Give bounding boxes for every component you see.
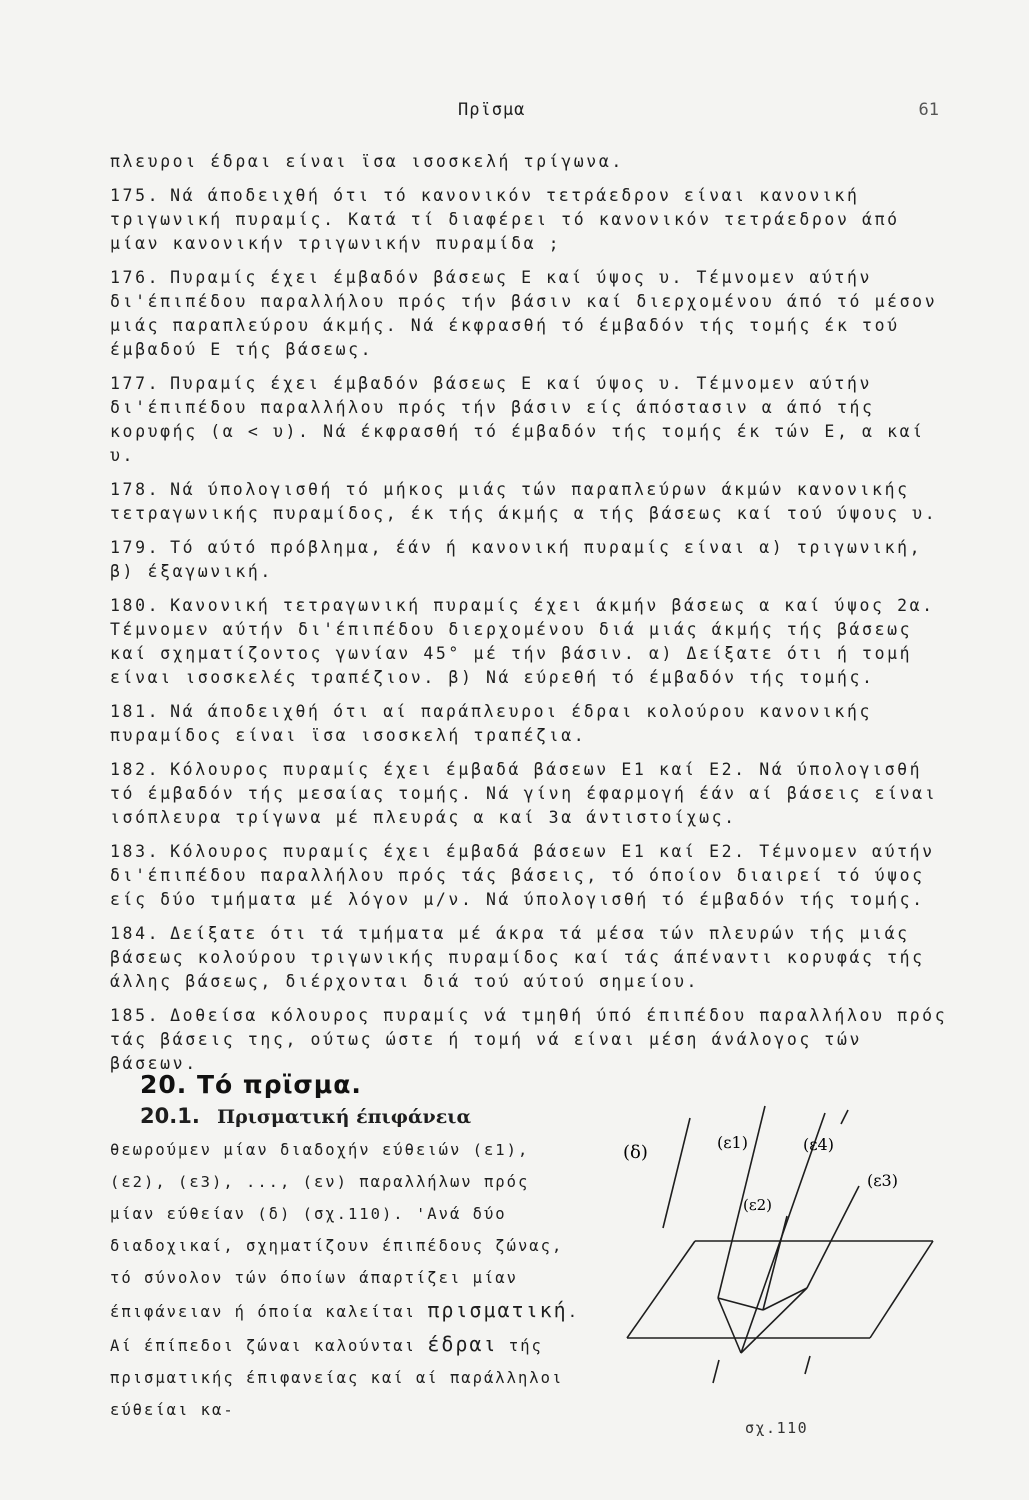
exercise-number: 176.	[110, 268, 161, 287]
subsection-number: 20.1.	[140, 1104, 200, 1128]
running-head	[0, 100, 1029, 130]
exercise-182	[110, 758, 950, 830]
exercise-text: Νά άποδειχθή ότι αί παράπλευροι έδραι κολούρου κανονικής πυραμίδος είναι ϊσα ισοσκελή τραπέζια.	[110, 702, 873, 745]
continued-line: πλευροι έδραι είναι ϊσα ισοσκελή τρίγωνα.	[110, 152, 624, 171]
exercise-181	[110, 700, 950, 748]
label-e3: (ε3)	[867, 1171, 898, 1190]
exercise-text: Πυραμίς έχει έμβαδόν βάσεως Ε καί ύψος υ. Τέμνομεν αύτήν δι'έπιπέδου παραλλήλου πρός τήν βάσιν είς άπόστασιν α άπό τής κορυφής (α < υ). Νά έκφρασθή τό έμβαδόν τής τομής έκ τών Ε, α καί υ.	[110, 374, 925, 465]
exercise-180	[110, 594, 950, 690]
exercise-176	[110, 266, 950, 362]
term-prismatic: πρισματική	[427, 1298, 568, 1322]
exercise-number: 184.	[110, 924, 161, 943]
label-e1: (ε1)	[717, 1133, 748, 1152]
exercise-number: 178.	[110, 480, 161, 499]
extension-left	[713, 1360, 719, 1383]
plane-edge-left	[627, 1241, 695, 1338]
exercise-number: 185.	[110, 1006, 161, 1025]
exercise-185	[110, 1004, 950, 1076]
exercise-179	[110, 536, 950, 584]
figure-caption: σχ.110	[745, 1419, 809, 1437]
subsection-text-2: . Αί έπίπεδοι ζώναι καλούνται	[110, 1303, 580, 1355]
exercise-number: 177.	[110, 374, 161, 393]
prismatic-surface-figure	[615, 1098, 950, 1428]
subsection-text-3: τής πρισματικής έπιφανείας καί αί παράλληλοι εύθείαι κα-	[110, 1337, 564, 1419]
exercise-184	[110, 922, 950, 994]
subsection-prismatic-surface	[110, 1100, 580, 1426]
page-number: 61	[918, 100, 939, 120]
exercise-number: 180.	[110, 596, 161, 615]
exercise-text: Δοθείσα κόλουρος πυραμίς νά τμηθή ύπό έπιπέδου παραλλήλου πρός τάς βάσεις της, ούτως ώστε ή τομή νά είναι μέση άνάλογος τών βάσεων.	[110, 1006, 948, 1073]
term-faces: έδραι	[427, 1332, 498, 1356]
label-e2: (ε2)	[743, 1196, 773, 1214]
section-edge-2	[718, 1298, 763, 1310]
section-edge-3	[763, 1288, 807, 1310]
exercise-text: Κόλουρος πυραμίς έχει έμβαδά βάσεων Ε1 καί Ε2. Νά ύπολογισθή τό έμβαδόν τής μεσαίας τομής. Νά γίνη έφαρμογή έάν αί βάσεις είναι ισόπλευρα τρίγωνα μέ πλευράς α καί 3α άντιστοίχως.	[110, 760, 938, 827]
exercise-text: Δείξατε ότι τά τμήματα μέ άκρα τά μέσα τών πλευρών τής μιάς βάσεως κολούρου τριγωνικής πυραμίδος καί τάς άπέναντι κορυφάς τής άλλης βάσεως, διέρχονται διά τού αύτού σημείου.	[110, 924, 925, 991]
exercise-text: Πυραμίς έχει έμβαδόν βάσεως Ε καί ύψος υ. Τέμνομεν αύτήν δι'έπιπέδου παραλλήλου πρός τήν βάσιν καί διερχομένου άπό τό μέσον μιάς παραπλεύρου άκμής. Νά έκφρασθή τό έμβαδόν τής τομής έκ τού έμβαδού Ε τής βάσεως.	[110, 268, 938, 359]
exercise-178	[110, 478, 950, 526]
exercise-number: 179.	[110, 538, 161, 557]
exercise-text: Κανονική τετραγωνική πυραμίς έχει άκμήν βάσεως α καί ύψος 2α. Τέμνομεν αύτήν δι'έπιπέδου διερχομένου διά μιάς άκμής τής βάσεως καί σχηματίζοντος γωνίαν 45° μέ τήν βάσιν. α) Δείξατε ότι ή τομή είναι ισοσκελές τραπέζιον. β) Νά εύρεθή τό έμβαδόν τής τομής.	[110, 596, 935, 687]
section-edge-1	[718, 1298, 741, 1353]
exercise-175	[110, 184, 950, 256]
exercise-text: Τό αύτό πρόβλημα, έάν ή κανονική πυραμίς είναι α) τριγωνική, β) έξαγωνική.	[110, 538, 923, 581]
exercise-list	[110, 150, 950, 1086]
subsection-title: Πρισματική έπιφάνεια	[217, 1106, 472, 1128]
exercise-number: 182.	[110, 760, 161, 779]
section-edge-4	[741, 1288, 807, 1353]
running-title: Πρϊσμα	[458, 100, 526, 120]
section-title: 20. Τό πρϊσμα.	[140, 1070, 362, 1099]
label-delta: (δ)	[623, 1142, 648, 1163]
exercise-number: 181.	[110, 702, 161, 721]
exercise-text: Κόλουρος πυραμίς έχει έμβαδά βάσεων Ε1 καί Ε2. Τέμνομεν αύτήν δι'έπιπέδου παραλλήλου πρός τάς βάσεις, τό όποίον διαιρεί τό ύψος είς δύο τμήματα μέ λόγον μ/ν. Νά ύπολογισθή τό έμβαδόν τής τομής.	[110, 842, 935, 909]
line-delta	[663, 1118, 690, 1228]
edge-e4-upper	[841, 1110, 848, 1124]
exercise-text: Νά ύπολογισθή τό μήκος μιάς τών παραπλεύρων άκμών κανονικής τετραγωνικής πυραμίδος, έκ τής άκμής α τής βάσεως καί τού ύψους υ.	[110, 480, 938, 523]
label-e4: (ε4)	[803, 1135, 834, 1154]
exercise-177	[110, 372, 950, 468]
exercise-number: 175.	[110, 186, 161, 205]
subsection-text-1: θεωρούμεν μίαν διαδοχήν εύθειών (ε1), (ε2), (ε3), ..., (εν) παραλλήλων πρός μίαν εύθείαν (δ) (σχ.110). 'Ανά δύο διαδοχικαί, σχηματίζουν έπιπέδους ζώνας, τό σύνολον τών όποίων άπαρτίζει μίαν έπιφάνειαν ή όποία καλείται	[110, 1141, 564, 1321]
exercise-text: Νά άποδειχθή ότι τό κανονικόν τετράεδρον είναι κανονική τριγωνική πυραμίς. Κατά τί διαφέρει τό κανονικόν τετράεδρον άπό μίαν κανονικήν τριγωνικήν πυραμίδα ;	[110, 186, 900, 253]
edge-e3	[807, 1186, 859, 1288]
exercise-number: 183.	[110, 842, 161, 861]
extension-right	[805, 1356, 810, 1374]
exercise-183	[110, 840, 950, 912]
plane-edge-right-lower	[870, 1241, 933, 1338]
